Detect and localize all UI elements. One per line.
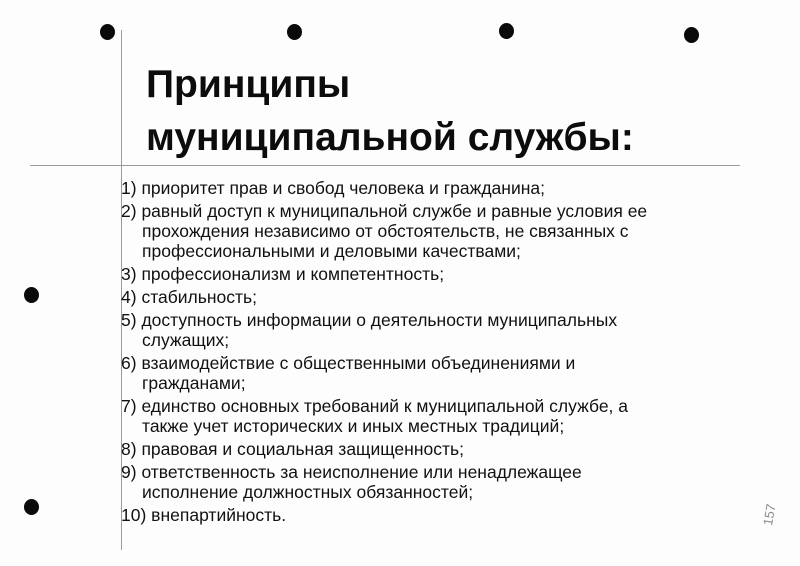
list-item: 3) профессионализм и компетентность; xyxy=(121,264,445,284)
list-item: 6) взаимодействие с общественными объединениями и гражданами; xyxy=(121,353,576,393)
title-line-2: муниципальной службы: xyxy=(146,116,634,159)
list-item: 1) приоритет прав и свобод человека и гражданина; xyxy=(121,178,545,198)
punch-hole-icon xyxy=(499,23,514,39)
list-item: 2) равный доступ к муниципальной службе и равные условия ее прохождения независимо от обстоятельств, не связанных с профессиональными и деловыми качествами; xyxy=(121,201,648,261)
list-item: 7) единство основных требований к муниципальной службе, а также учет исторических и иных местных традиций; xyxy=(121,396,629,436)
list-item: 8) правовая и социальная защищенность; xyxy=(121,439,464,459)
punch-hole-icon xyxy=(684,27,699,43)
principles-list xyxy=(121,178,761,528)
title-divider xyxy=(30,165,740,166)
title-line-1: Принципы xyxy=(146,63,351,106)
list-item: 4) стабильность; xyxy=(121,287,258,307)
punch-hole-icon xyxy=(287,24,302,40)
list-item: 5) доступность информации о деятельности муниципальных служащих; xyxy=(121,310,618,350)
page-title xyxy=(146,58,634,164)
handwritten-page-number: 157 xyxy=(760,502,779,527)
punch-hole-icon xyxy=(24,287,39,303)
punch-hole-icon xyxy=(24,499,39,515)
punch-hole-icon xyxy=(100,24,115,40)
list-item: 9) ответственность за неисполнение или ненадлежащее исполнение должностных обязанностей; xyxy=(121,462,582,502)
list-item: 10) внепартийность. xyxy=(121,505,287,525)
